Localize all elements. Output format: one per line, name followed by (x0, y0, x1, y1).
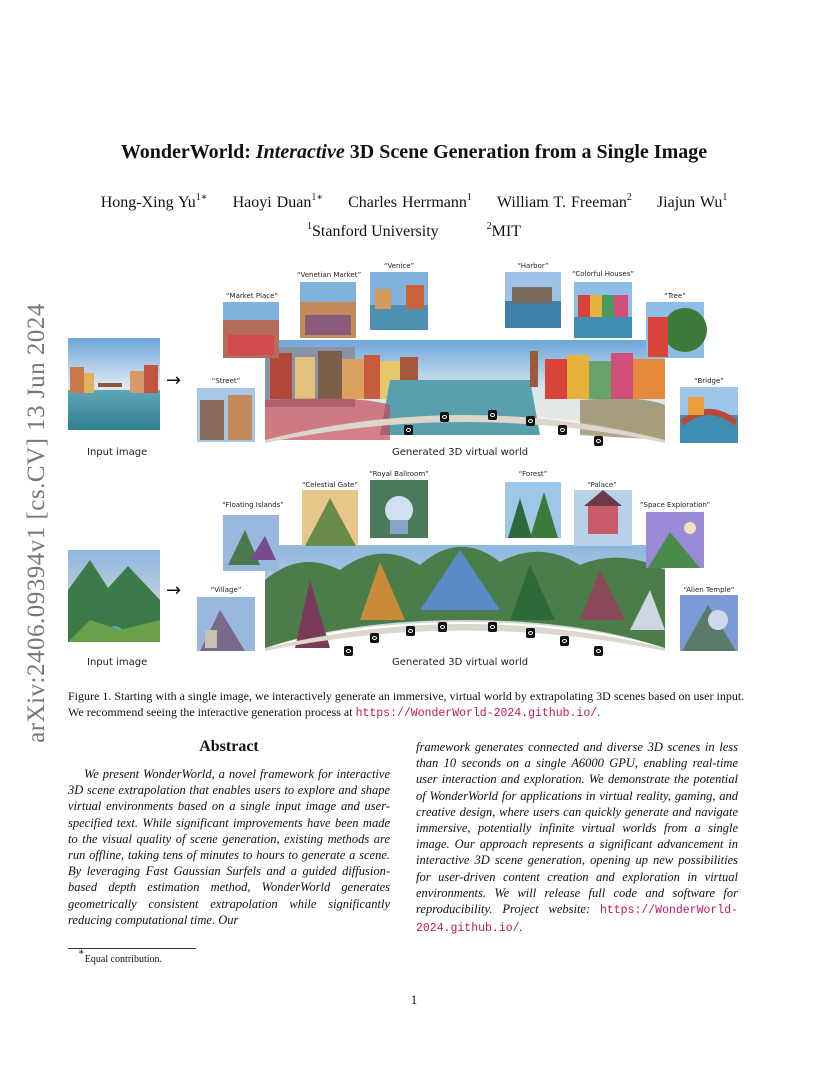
abstract-left-body: We present WonderWorld, a novel framework for interactive 3D scene extrapolation that enables users to explore and shape virtual environments based on a single input image and user-specified text. While significant improvements have been made to the visual quality of scene generation, existing methods are run offline, taking tens of minutes to hours to generate a scene. By leveraging Fast Gaussian Surfels and a guided diffusion-based depth estimation method, WonderWorld generates geometrically consistent extrapolation while significantly reducing computational time. Our (68, 767, 390, 927)
camera-icon (404, 425, 413, 435)
author: Haoyi Duan$^{1∗}$ (232, 192, 324, 211)
arxiv-id: arXiv:2406.09394v1 [cs.CV] 13 Jun 2024 (23, 303, 50, 743)
world-label: Generated 3D virtual world (392, 657, 529, 668)
prompt-label: “Space Exploration” (639, 501, 711, 509)
author-list (0, 194, 828, 212)
affiliation: $^1$Stanford University (307, 221, 439, 240)
footnote-mark: ∗ (78, 947, 85, 958)
abstract-right-text (416, 739, 738, 937)
affiliation: $^2$MIT (486, 221, 521, 240)
prompt-label: “Royal Ballroom” (369, 470, 429, 478)
footnote-text: Equal contribution. (84, 954, 163, 965)
thumb-palace (574, 490, 632, 546)
thumb-celestial-gate (302, 490, 358, 546)
prompt-label: “Harbor” (517, 262, 549, 270)
abstract-right-column (416, 739, 738, 937)
camera-icon (594, 646, 603, 656)
author: William T. Freeman$^2$ (496, 192, 632, 211)
prompt-label: “Palace” (587, 481, 617, 489)
world-label: Generated 3D virtual world (392, 447, 529, 458)
thumb-space-exploration (646, 512, 704, 568)
prompt-label: “Venetian Market” (296, 271, 362, 279)
prompt-label: “Bridge” (694, 377, 724, 385)
title-italic: Interactive (255, 141, 345, 163)
author: Jiajun Wu$^1$ (656, 192, 728, 211)
prompt-label: “Venice” (383, 262, 415, 270)
thumb-village (197, 597, 255, 651)
camera-icon (488, 410, 497, 420)
camera-icon (558, 425, 567, 435)
project-website-link[interactable]: https://WonderWorld-2024.github.io/ (416, 904, 738, 936)
figure-caption (68, 688, 760, 722)
paper-title (0, 141, 828, 164)
title-prefix: WonderWorld: (120, 141, 256, 163)
prompt-label: “Village” (210, 586, 242, 594)
input-image-venice (68, 338, 160, 430)
thumb-venice (370, 272, 428, 330)
camera-icon (594, 436, 603, 446)
thumb-harbor (505, 272, 561, 328)
camera-icon (440, 412, 449, 422)
affiliation-list (0, 223, 828, 241)
page-number: 1 (410, 992, 418, 1007)
prompt-label: “Alien Temple” (683, 586, 735, 594)
thumb-forest (505, 482, 561, 538)
caption-text: Figure 1. Starting with a single image, we interactively generate an immersive, virtual world by extrapolating 3D scenes based on user input. We recommend seeing the interactive generation process at (68, 689, 745, 719)
camera-icon (526, 628, 535, 638)
prompt-label: “Colorful Houses” (572, 270, 634, 278)
arrow-icon: → (166, 580, 182, 601)
footnote-rule (68, 948, 196, 949)
arxiv-stamp (14, 288, 60, 758)
caption-end: . (597, 705, 601, 719)
camera-icon (406, 626, 415, 636)
thumb-market-place (223, 302, 279, 358)
generated-world-2 (265, 545, 665, 651)
input-image-label: Input image (87, 447, 148, 458)
camera-icon (526, 416, 535, 426)
thumb-colorful-houses (574, 282, 632, 338)
abstract-left-text (68, 766, 390, 928)
prompt-label: “Forest” (518, 470, 548, 478)
prompt-label: “Floating Islands” (222, 501, 284, 509)
thumb-bridge (680, 387, 738, 443)
footnote (78, 947, 163, 965)
thumb-tree (646, 302, 707, 358)
caption-link[interactable]: https://WonderWorld-2024.github.io/ (355, 707, 598, 720)
prompt-label: “Street” (211, 377, 241, 385)
input-image-label: Input image (87, 657, 148, 668)
camera-icon (370, 633, 379, 643)
generated-world-1 (265, 340, 665, 443)
title-suffix: 3D Scene Generation from a Single Image (344, 141, 708, 163)
input-image-fantasy (68, 550, 160, 642)
prompt-label: “Market Place” (225, 292, 279, 300)
thumb-alien-temple (680, 595, 738, 651)
prompt-label: “Tree” (664, 292, 686, 300)
thumb-street (197, 388, 255, 442)
thumb-venetian-market (300, 282, 356, 338)
prompt-label: “Celestial Gate” (301, 481, 358, 489)
abstract-left-column (68, 738, 390, 928)
arrow-icon: → (166, 370, 182, 391)
camera-icon (344, 646, 353, 656)
thumb-royal-ballroom (370, 480, 428, 538)
author: Charles Herrmann$^1$ (348, 192, 472, 211)
camera-icon (438, 622, 447, 632)
abstract-end: . (519, 920, 523, 935)
abstract-heading: Abstract (199, 738, 259, 755)
author: Hong-Xing $Yu^{1∗}$ (100, 192, 208, 211)
thumb-floating-islands (223, 515, 279, 571)
camera-icon (488, 622, 497, 632)
camera-icon (560, 636, 569, 646)
abstract-right-body: framework generates connected and diverse 3D scenes in less than 10 seconds on a single A6000 GPU, enabling real-time user interaction and exploration. We demonstrate the potential of WonderWorld for applications in virtual reality, gaming, and creative design, where users can quickly generate and navigate immersive, potentially infinite virtual worlds from a single image. Our approach represents a significant advancement in interactive 3D scene generation, opening up new possibilities for user-driven content creation and exploration in virtual environments. We will release full code and software for reproducibility. Project website: (416, 740, 738, 917)
